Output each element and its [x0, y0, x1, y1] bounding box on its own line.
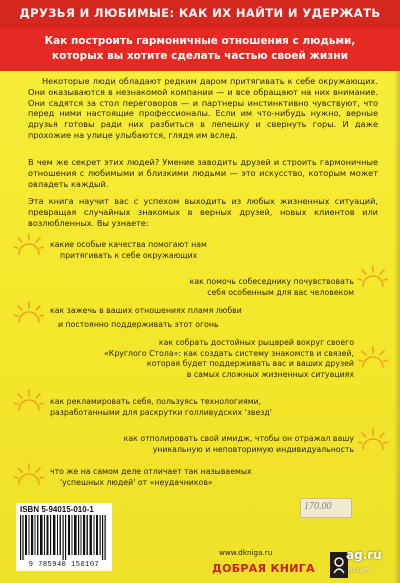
list-item: [92, 338, 354, 380]
list-item-line: в самых сложных жизненных ситуациях: [186, 369, 354, 379]
list-item-line: как собрать достойных рыцарей вокруг своего: [158, 338, 354, 347]
barcode-number: 9 785940 150107: [28, 561, 100, 569]
list-item: [50, 240, 207, 261]
book-promise-paragraph: Эта книга научит вас с успехом выходить из любых жизненных ситуаций, превращая случайных знакомых в верных друзей, новых клиентов или возлюбленных. Вы узнаете:: [28, 196, 378, 228]
publisher-website: www.dkniga.ru: [219, 548, 273, 557]
list-item-line: «Круглого Стола»: как создать систему знакомств и связей,: [104, 348, 354, 358]
subtitle-line-2: которых вы хотите сделать частью своей жизни: [52, 50, 348, 62]
book-title: ДРУЗЬЯ И ЛЮБИМЫЕ: КАК ИХ НАЙТИ И УДЕРЖАТЬ: [19, 6, 381, 20]
sun-icon: [358, 425, 388, 455]
sun-icon: [14, 298, 44, 328]
list-item-line: 'успешных людей' от «неудачников»: [60, 477, 213, 487]
book-subtitle: [16, 34, 384, 64]
barcode-icon: [20, 515, 108, 560]
list-item-line: себя особенным для вас человеком: [207, 287, 354, 297]
sun-icon: [14, 460, 44, 490]
list-item-line: притягивать к себе окружающих: [60, 250, 198, 260]
isbn: ISBN 5-94015-010-1: [20, 505, 94, 514]
intro-paragraph: Некоторые люди обладают редким даром притягивать к себе окружающих. Они оказываются в незнакомой компании — и все обращают на них внимание. Они садятся за стол переговоров — и партнеры инстинктивно чувствуют, что перед ними настоящие профессионалы. Если им что-нибудь нужно, верные друзья готовы ради них разбиться в лепешку и свернуть горы. И даже прохожие на улице улыбаются, глядя им вслед.: [28, 76, 378, 140]
spine-shadow: [394, 0, 400, 583]
sun-icon: [14, 386, 44, 416]
list-item-line: уникальную и неповторимую индивидуальность: [152, 444, 354, 454]
list-item: [50, 467, 252, 488]
list-item: [154, 277, 354, 298]
watermark-subtext: ru.com: [348, 567, 369, 574]
sun-icon: [358, 343, 388, 373]
publisher-name: ДОБРАЯ КНИГА: [212, 562, 315, 575]
list-item-line: как рекламировать себя, пользуясь технологиями,: [50, 397, 262, 406]
list-item-line: как отполировать свой имидж, чтобы он отражал вашу: [123, 434, 354, 443]
list-item: [120, 434, 354, 455]
list-item-line: разработанными для раскрутки голливудских 'звезд': [50, 407, 272, 417]
list-item-line: и постоянно поддерживать этот огонь: [58, 319, 219, 329]
subtitle-line-1: Как построить гармоничные отношения с людьми,: [44, 35, 356, 47]
list-item: [50, 306, 242, 330]
list-item-line: как помочь собеседнику почувствовать: [189, 277, 354, 286]
secret-paragraph: В чем же секрет этих людей? Умение заводить друзей и строить гармоничные отношения с любимыми и близкими людьми — это искусство, которым может овладеть каждый.: [28, 157, 378, 189]
sun-icon: [14, 230, 44, 260]
list-item: [50, 397, 272, 418]
list-item-line: которая будет поддерживать вас и ваших друзей: [146, 359, 354, 369]
list-item-line: как зажечь в ваших отношениях пламя любви: [50, 306, 242, 315]
sun-icon: [358, 262, 388, 292]
watermark-domain: ag.ru: [346, 548, 382, 562]
price: 170.00: [304, 501, 332, 512]
list-item-line: какие особые качества помогают нам: [50, 240, 207, 249]
list-item-line: что же на самом деле отличает так называемых: [50, 467, 252, 476]
watermark-icon: [331, 556, 347, 574]
